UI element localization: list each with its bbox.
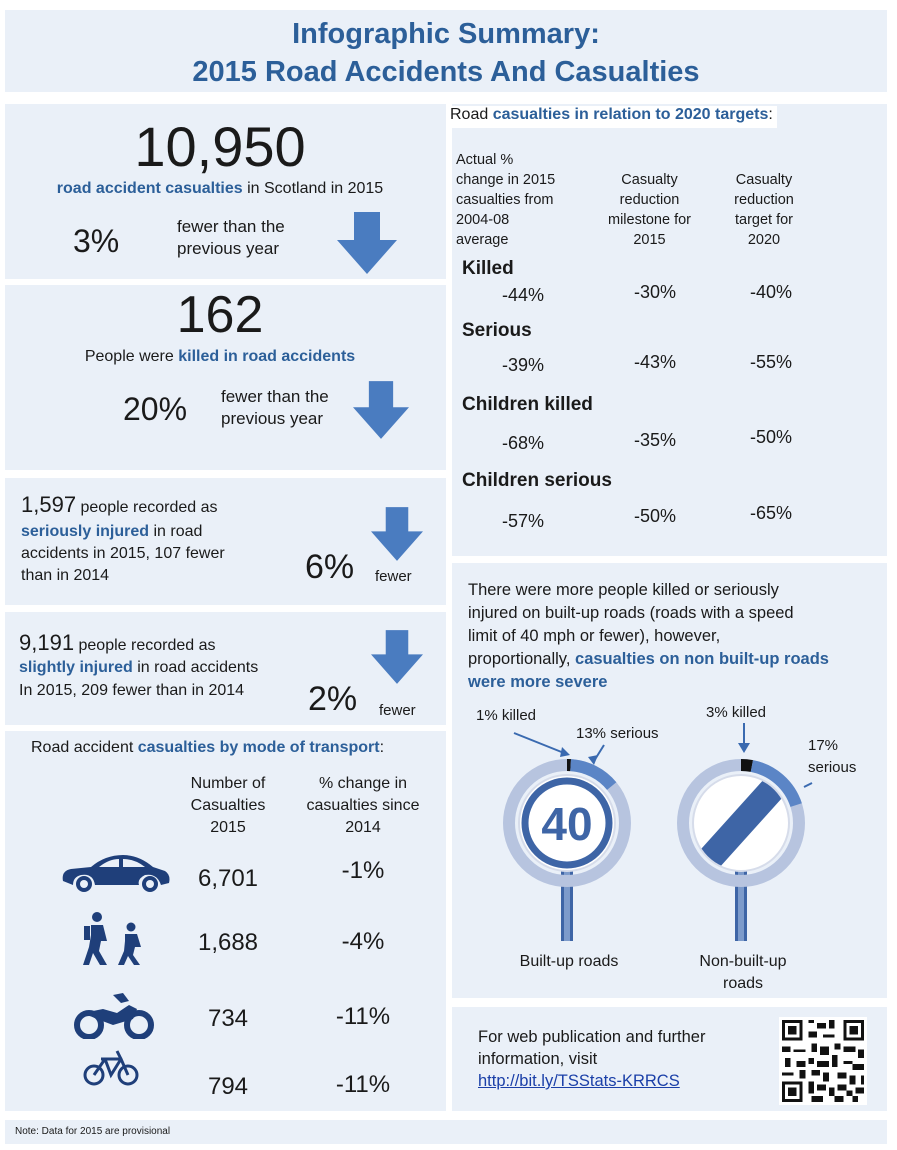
note-panel xyxy=(5,1120,887,1144)
targets-heading-end: : xyxy=(768,106,773,123)
killed-pct-text-1: fewer than the xyxy=(221,387,329,406)
mode-change: -11% xyxy=(335,1003,391,1030)
mode-heading xyxy=(31,739,384,757)
mode-count: 794 xyxy=(207,1073,249,1100)
killed-pct-text-2: previous year xyxy=(221,409,324,428)
mode-change: -11% xyxy=(335,1071,391,1098)
serious-line-1 xyxy=(21,492,218,518)
mode-col2-header xyxy=(293,773,433,839)
targets-target: -55% xyxy=(749,352,793,372)
killed-label-blue: killed in road accidents xyxy=(178,348,356,365)
targets-category: Children serious xyxy=(462,470,612,491)
targets-header-line: 2015 xyxy=(633,232,666,248)
nonbuiltup-sign xyxy=(666,723,826,943)
down-arrow-icon xyxy=(353,379,409,441)
title-line-2: 2015 Road Accidents And Casualties xyxy=(192,56,700,88)
mode-change: -4% xyxy=(341,928,385,955)
mode-col1-header-line: Casualties xyxy=(190,797,266,814)
mode-col1-header-line: 2015 xyxy=(210,819,246,836)
builtup-sign-text: 40 xyxy=(541,798,593,850)
targets-milestone: -50% xyxy=(633,506,677,526)
targets-actual: -44% xyxy=(501,285,545,305)
casualties-label xyxy=(5,180,435,198)
builtup-caption: Built-up roads xyxy=(519,953,619,970)
targets-header-line: 2004-08 xyxy=(456,212,510,228)
serious-blue: seriously injured xyxy=(21,523,150,540)
targets-header-line: milestone for xyxy=(607,212,691,228)
slight-line-1 xyxy=(19,630,216,656)
serious-line-2 xyxy=(21,523,202,541)
casualties-label-blue: road accident casualties xyxy=(56,180,243,197)
targets-milestone: -35% xyxy=(633,430,677,450)
targets-category: Serious xyxy=(462,320,532,341)
footer-text-1: For web publication and further xyxy=(478,1028,706,1046)
mode-panel xyxy=(5,731,446,1111)
slight-line-3: In 2015, 209 fewer than in 2014 xyxy=(19,682,245,699)
serious-line-3: accidents in 2015, 107 fewer xyxy=(21,545,225,562)
header-panel xyxy=(5,10,887,92)
builtup-serious-label: 13% serious xyxy=(576,725,659,742)
targets-milestone: -43% xyxy=(633,352,677,372)
targets-heading-start: Road xyxy=(450,106,493,123)
targets-header-line: change in 2015 xyxy=(456,172,556,188)
nonbuiltup-serious-label-2: serious xyxy=(808,759,857,776)
roads-text-line: injured on built-up roads (roads with a speed xyxy=(468,604,794,622)
casualties-pct-text-2: previous year xyxy=(177,239,280,258)
nonbuiltup-caption-2: roads xyxy=(722,975,764,992)
mode-col2-header-line: casualties since xyxy=(306,797,420,814)
motorcycle-icon xyxy=(73,993,155,1039)
targets-target: -40% xyxy=(749,282,793,302)
targets-milestone: -30% xyxy=(633,282,677,302)
targets-target: -65% xyxy=(749,503,793,523)
targets-panel xyxy=(452,104,887,556)
slight-pct: 2% xyxy=(308,680,358,718)
mode-col1-header xyxy=(173,773,283,839)
serious-line-4: than in 2014 xyxy=(21,567,110,584)
roads-panel xyxy=(452,563,887,998)
slight-line-2 xyxy=(19,659,258,677)
serious-pct: 6% xyxy=(305,548,355,586)
mode-count: 734 xyxy=(207,1005,249,1032)
qr-code-icon[interactable] xyxy=(778,1017,868,1105)
pedestrian-icon xyxy=(83,911,149,967)
bicycle-icon xyxy=(83,1049,139,1087)
slight-text-2: in road accidents xyxy=(132,659,259,676)
killed-panel xyxy=(5,285,446,470)
casualties-panel xyxy=(5,104,446,279)
mode-count: 6,701 xyxy=(197,865,259,892)
roads-text xyxy=(468,579,880,694)
slight-number: 9,191 xyxy=(19,630,75,655)
targets-header-line: 2020 xyxy=(747,232,781,248)
serious-number: 1,597 xyxy=(21,492,77,517)
targets-header-line: average xyxy=(456,232,509,248)
killed-number: 162 xyxy=(176,286,264,344)
targets-header-line: casualties from xyxy=(456,192,554,208)
roads-text-line xyxy=(468,648,880,671)
footer-link[interactable]: http://bit.ly/TSStats-KRRCS xyxy=(478,1072,680,1090)
title-line-1: Infographic Summary: xyxy=(292,18,600,50)
targets-header-line: Actual % xyxy=(456,152,514,168)
targets-target: -50% xyxy=(749,427,793,447)
targets-actual: -68% xyxy=(501,433,545,453)
roads-text-line-start: proportionally, xyxy=(468,650,576,668)
targets-header-line: reduction xyxy=(619,192,680,208)
targets-actual: -57% xyxy=(501,511,545,531)
slight-panel xyxy=(5,612,446,725)
targets-category: Children killed xyxy=(462,394,593,415)
mode-count: 1,688 xyxy=(197,929,259,956)
targets-heading-blue: casualties in relation to 2020 targets xyxy=(492,106,769,123)
down-arrow-icon xyxy=(371,626,423,688)
slight-text-1: people recorded as xyxy=(74,637,216,654)
slight-pct-word: fewer xyxy=(379,702,416,719)
casualties-pct-text-1: fewer than the xyxy=(177,217,285,236)
nonbuiltup-killed-arc xyxy=(741,765,752,766)
mode-col2-header-line: 2014 xyxy=(345,819,381,836)
roads-text-blue-1: casualties on non built-up roads xyxy=(575,650,829,668)
footer-panel xyxy=(452,1007,887,1111)
killed-pct: 20% xyxy=(123,391,188,427)
mode-heading-start: Road accident xyxy=(31,739,138,756)
targets-col-target-header xyxy=(714,170,814,250)
mode-col1-header-line: Number of xyxy=(190,775,266,792)
targets-header-line: target for xyxy=(734,212,794,228)
targets-col-milestone-header xyxy=(592,170,707,250)
targets-category: Killed xyxy=(462,258,514,279)
down-arrow-icon xyxy=(337,212,397,274)
serious-text-1: people recorded as xyxy=(76,499,218,516)
roads-text-line: limit of 40 mph or fewer), however, xyxy=(468,627,721,645)
roads-text-line: There were more people killed or seriously xyxy=(468,581,779,599)
casualties-pct: 3% xyxy=(73,223,120,259)
serious-panel xyxy=(5,478,446,605)
mode-heading-end: : xyxy=(379,739,385,756)
targets-header-line: Casualty xyxy=(735,172,793,188)
nonbuiltup-caption-1: Non-built-up xyxy=(699,953,787,970)
serious-text-2: in road xyxy=(149,523,203,540)
nonbuiltup-serious-label-1: 17% xyxy=(808,737,839,754)
slight-blue: slightly injured xyxy=(19,659,133,676)
builtup-killed-label: 1% killed xyxy=(476,707,537,724)
footer-text-2: information, visit xyxy=(478,1050,598,1068)
targets-header-line: Casualty xyxy=(621,172,678,188)
nonbuiltup-killed-label: 3% killed xyxy=(706,704,767,721)
car-icon xyxy=(57,851,173,893)
casualties-label-rest: in Scotland in 2015 xyxy=(242,180,384,197)
killed-label-start: People were xyxy=(84,348,179,365)
casualties-number: 10,950 xyxy=(134,115,306,178)
targets-header-line: reduction xyxy=(734,192,794,208)
mode-heading-blue: casualties by mode of transport xyxy=(137,739,380,756)
roads-text-blue-2: were more severe xyxy=(468,673,608,691)
targets-actual: -39% xyxy=(501,355,545,375)
serious-pct-word: fewer xyxy=(375,568,412,585)
mode-change: -1% xyxy=(341,857,385,884)
down-arrow-icon xyxy=(371,503,423,565)
builtup-sign xyxy=(492,723,652,943)
mode-col2-header-line: % change in xyxy=(318,775,408,792)
footnote: Note: Data for 2015 are provisional xyxy=(15,1126,171,1137)
targets-col-actual-header xyxy=(456,150,576,250)
targets-heading xyxy=(450,106,777,128)
killed-label xyxy=(5,348,435,366)
